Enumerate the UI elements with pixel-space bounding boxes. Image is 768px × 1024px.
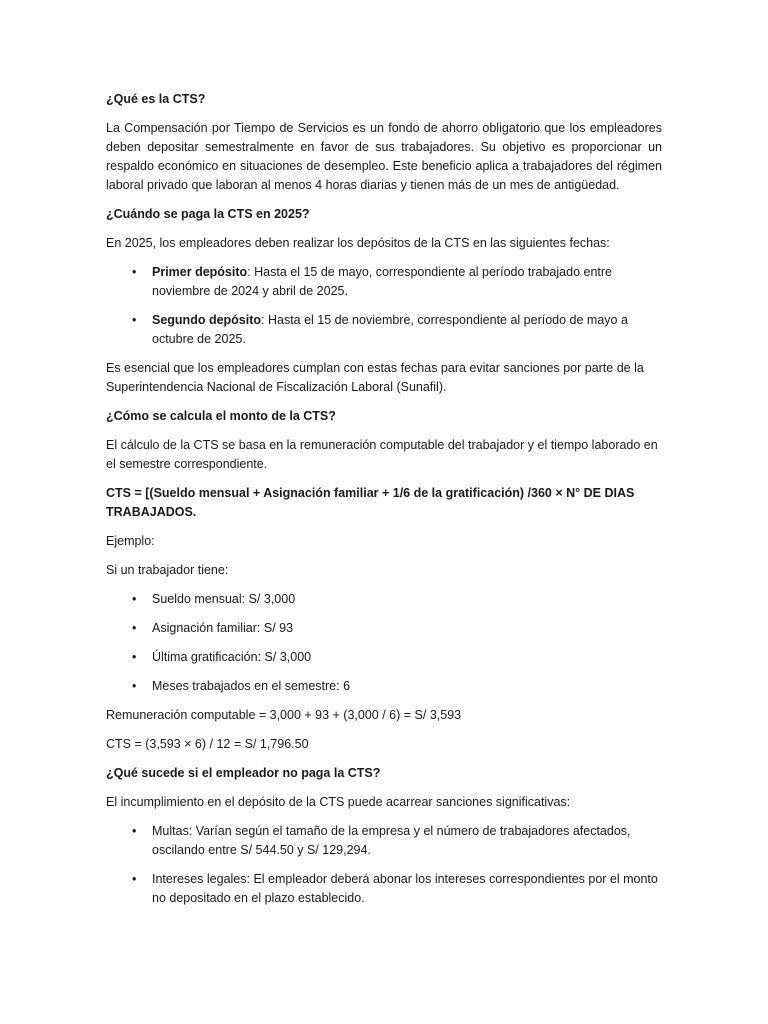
list-item: • Multas: Varían según el tamaño de la empresa y el número de trabajadores afectados, oscilando entre S/ 544.50 y S/ 129,294. xyxy=(152,822,662,860)
paragraph-definicion: La Compensación por Tiempo de Servicios es un fondo de ahorro obligatorio que los empleadores deben depositar semestralmente en favor de sus trabajadores. Su objetivo es proporcionar un respaldo económico en situaciones de desempleo. Este beneficio aplica a trabajadores del régimen laboral privado que laboran al menos 4 horas diarias y tienen más de un mes de antigüedad. xyxy=(106,121,662,192)
deposit-text: : Hasta el 15 de noviembre, correspondiente al período de mayo a octubre de 2025. xyxy=(152,313,628,346)
list-item: • Meses trabajados en el semestre: 6 xyxy=(152,677,662,696)
paragraph-calculo: El cálculo de la CTS se basa en la remuneración computable del trabajador y el tiempo laborado en el semestre correspondiente. xyxy=(106,438,658,471)
list-item: • Última gratificación: S/ 3,000 xyxy=(152,648,662,667)
section-heading-cuando: ¿Cuándo se paga la CTS en 2025? xyxy=(106,207,310,221)
example-intro: Si un trabajador tiene: xyxy=(106,563,229,577)
section-heading-como: ¿Cómo se calcula el monto de la CTS? xyxy=(106,409,336,423)
deposit-dates-list xyxy=(106,263,662,349)
paragraph-sanciones-intro: El incumplimiento en el depósito de la CTS puede acarrear sanciones significativas: xyxy=(106,795,571,809)
example-label: Ejemplo: xyxy=(106,534,155,548)
list-item: • Asignación familiar: S/ 93 xyxy=(152,619,662,638)
paragraph-fechas-intro: En 2025, los empleadores deben realizar los depósitos de la CTS en las siguientes fechas: xyxy=(106,236,610,250)
paragraph-sunafil-note: Es esencial que los empleadores cumplan con estas fechas para evitar sanciones por parte de la Superintendencia Nacional de Fiscalización Laboral (Sunafil). xyxy=(106,361,644,394)
section-heading-que-sucede: ¿Qué sucede si el empleador no paga la CTS? xyxy=(106,766,381,780)
calculation-remuneracion: Remuneración computable = 3,000 + 93 + (3,000 / 6) = S/ 3,593 xyxy=(106,708,462,722)
list-item xyxy=(152,311,662,349)
formula: CTS = [(Sueldo mensual + Asignación familiar + 1/6 de la gratificación) /360 × N° DE DIAS TRABAJADOS. xyxy=(106,486,635,519)
section-heading-que-es: ¿Qué es la CTS? xyxy=(106,92,206,106)
deposit-label: Segundo depósito xyxy=(152,313,262,327)
sanctions-list xyxy=(106,822,662,908)
deposit-label: Primer depósito xyxy=(152,265,248,279)
list-item: • Sueldo mensual: S/ 3,000 xyxy=(152,590,662,609)
example-list xyxy=(106,590,662,696)
calculation-cts: CTS = (3,593 × 6) / 12 = S/ 1,796.50 xyxy=(106,737,309,751)
list-item: • Intereses legales: El empleador deberá abonar los intereses correspondientes por el monto no depositado en el plazo establecido. xyxy=(152,870,662,908)
document-body xyxy=(106,90,662,918)
deposit-text: : Hasta el 15 de mayo, correspondiente al período trabajado entre noviembre de 2024 y abril de 2025. xyxy=(152,265,612,298)
list-item xyxy=(152,263,662,301)
